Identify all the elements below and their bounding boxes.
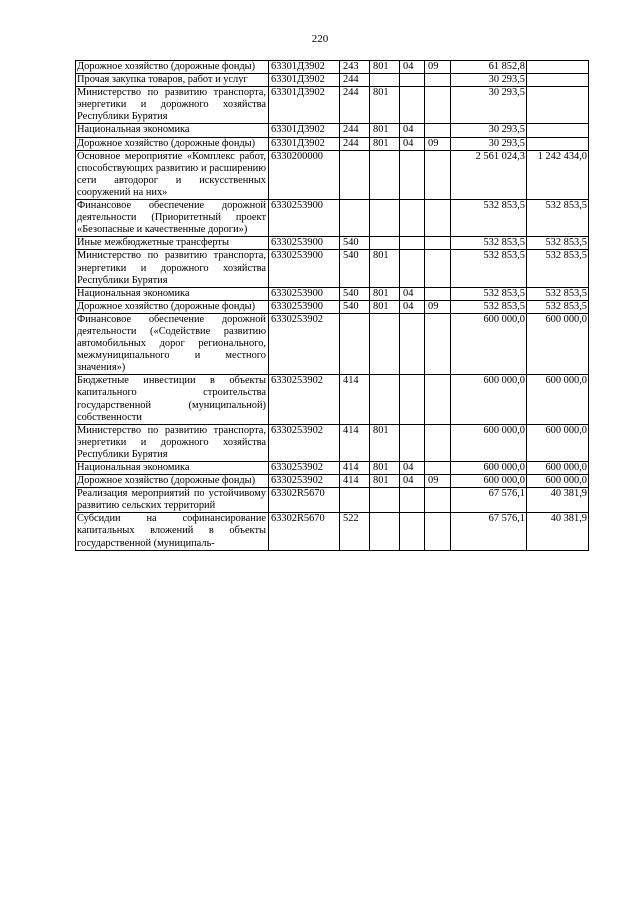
row-administrator: 801 [370, 424, 400, 461]
row-target-article: 6330253900 [269, 200, 340, 237]
row-name: Основное мероприятие «Комплекс работ, способствующих развитию и расширению сети автодорог и искусственных сооружений на них» [76, 150, 269, 199]
row-target-article: 6330253900 [269, 250, 340, 287]
row-sum-year1: 532 853,5 [451, 300, 527, 313]
row-name: Финансовое обеспечение дорожной деятельности (Приоритетный проект «Безопасные и качественные дороги») [76, 200, 269, 237]
row-section [400, 87, 425, 124]
row-section: 04 [400, 462, 425, 475]
row-name: Иные межбюджетные трансферты [76, 237, 269, 250]
row-name: Бюджетные инвестиции в объекты капитального строительства государственной (муниципальной) собственности [76, 375, 269, 424]
row-administrator [370, 375, 400, 424]
row-target-article: 6330200000 [269, 150, 340, 199]
row-subsection [425, 250, 451, 287]
table-row [76, 300, 589, 313]
row-section [400, 488, 425, 513]
row-sum-year1: 532 853,5 [451, 287, 527, 300]
row-sum-year2: 600 000,0 [527, 424, 589, 461]
row-section [400, 74, 425, 87]
row-sum-year2: 600 000,0 [527, 475, 589, 488]
row-subsection [425, 200, 451, 237]
row-section: 04 [400, 124, 425, 137]
row-sum-year2 [527, 74, 589, 87]
row-target-article: 6330253900 [269, 300, 340, 313]
row-subsection [425, 424, 451, 461]
table-row [76, 74, 589, 87]
row-sum-year1: 600 000,0 [451, 424, 527, 461]
row-section [400, 375, 425, 424]
row-administrator: 801 [370, 287, 400, 300]
row-sum-year2: 600 000,0 [527, 462, 589, 475]
row-administrator [370, 237, 400, 250]
row-expense-type: 414 [340, 462, 370, 475]
row-target-article: 6330253900 [269, 237, 340, 250]
row-subsection [425, 74, 451, 87]
row-administrator: 801 [370, 475, 400, 488]
row-target-article: 63302R5670 [269, 488, 340, 513]
table-row [76, 137, 589, 150]
row-expense-type: 243 [340, 61, 370, 74]
row-target-article: 6330253902 [269, 375, 340, 424]
row-target-article: 6330253902 [269, 475, 340, 488]
row-sum-year1: 532 853,5 [451, 200, 527, 237]
row-expense-type: 244 [340, 87, 370, 124]
row-name: Дорожное хозяйство (дорожные фонды) [76, 137, 269, 150]
row-name: Дорожное хозяйство (дорожные фонды) [76, 61, 269, 74]
row-name: Субсидии на софинансирование капитальных вложений в объекты государственной (муниципаль- [76, 513, 269, 550]
table-row [76, 61, 589, 74]
table-row [76, 475, 589, 488]
row-section [400, 424, 425, 461]
row-expense-type [340, 150, 370, 199]
row-administrator: 801 [370, 300, 400, 313]
row-subsection [425, 313, 451, 374]
row-expense-type: 414 [340, 475, 370, 488]
row-name: Национальная экономика [76, 462, 269, 475]
row-sum-year2: 532 853,5 [527, 200, 589, 237]
row-target-article: 6330253900 [269, 287, 340, 300]
row-name: Министерство по развитию транспорта, энергетики и дорожного хозяйства Республики Бурятия [76, 87, 269, 124]
row-subsection [425, 462, 451, 475]
row-sum-year1: 67 576,1 [451, 513, 527, 550]
row-expense-type: 540 [340, 287, 370, 300]
table-row [76, 313, 589, 374]
row-expense-type [340, 488, 370, 513]
row-expense-type: 414 [340, 424, 370, 461]
row-administrator [370, 150, 400, 199]
page-number: 220 [311, 33, 329, 45]
row-target-article: 6330253902 [269, 313, 340, 374]
table-row [76, 513, 589, 550]
row-administrator [370, 200, 400, 237]
row-expense-type: 540 [340, 300, 370, 313]
table-row [76, 87, 589, 124]
row-expense-type [340, 200, 370, 237]
row-sum-year2: 532 853,5 [527, 250, 589, 287]
row-administrator [370, 513, 400, 550]
row-target-article: 63301Д3902 [269, 74, 340, 87]
row-expense-type: 414 [340, 375, 370, 424]
row-sum-year1: 532 853,5 [451, 250, 527, 287]
row-sum-year1: 2 561 024,3 [451, 150, 527, 199]
row-sum-year1: 30 293,5 [451, 87, 527, 124]
row-administrator: 801 [370, 250, 400, 287]
row-target-article: 6330253902 [269, 424, 340, 461]
row-name: Дорожное хозяйство (дорожные фонды) [76, 300, 269, 313]
row-expense-type: 244 [340, 124, 370, 137]
row-subsection [425, 287, 451, 300]
row-name: Прочая закупка товаров, работ и услуг [76, 74, 269, 87]
row-sum-year1: 600 000,0 [451, 313, 527, 374]
row-subsection [425, 488, 451, 513]
row-sum-year1: 600 000,0 [451, 462, 527, 475]
row-expense-type: 244 [340, 137, 370, 150]
row-section: 04 [400, 475, 425, 488]
row-expense-type: 540 [340, 237, 370, 250]
row-expense-type: 522 [340, 513, 370, 550]
row-sum-year2 [527, 61, 589, 74]
row-name: Национальная экономика [76, 287, 269, 300]
row-subsection: 09 [425, 300, 451, 313]
row-sum-year2: 40 381,9 [527, 488, 589, 513]
row-administrator [370, 74, 400, 87]
budget-table [75, 60, 589, 551]
row-sum-year2: 600 000,0 [527, 375, 589, 424]
row-sum-year1: 30 293,5 [451, 74, 527, 87]
row-name: Финансовое обеспечение дорожной деятельности («Содействие развитию автомобильных дорог регионального, межмуниципального и местного значения») [76, 313, 269, 374]
row-name: Министерство по развитию транспорта, энергетики и дорожного хозяйства Республики Бурятия [76, 424, 269, 461]
row-target-article: 6330253902 [269, 462, 340, 475]
row-section [400, 200, 425, 237]
row-sum-year2: 600 000,0 [527, 313, 589, 374]
table-row [76, 488, 589, 513]
row-target-article: 63302R5670 [269, 513, 340, 550]
row-name: Дорожное хозяйство (дорожные фонды) [76, 475, 269, 488]
row-subsection [425, 150, 451, 199]
row-sum-year1: 61 852,8 [451, 61, 527, 74]
row-subsection [425, 124, 451, 137]
table-row [76, 150, 589, 199]
row-sum-year2: 532 853,5 [527, 287, 589, 300]
row-sum-year1: 30 293,5 [451, 124, 527, 137]
row-section [400, 313, 425, 374]
row-target-article: 63301Д3902 [269, 61, 340, 74]
table-row [76, 250, 589, 287]
row-sum-year2: 40 381,9 [527, 513, 589, 550]
row-subsection [425, 237, 451, 250]
row-administrator: 801 [370, 124, 400, 137]
row-target-article: 63301Д3902 [269, 87, 340, 124]
row-sum-year1: 600 000,0 [451, 375, 527, 424]
table-row [76, 375, 589, 424]
row-administrator: 801 [370, 87, 400, 124]
row-section: 04 [400, 300, 425, 313]
row-section: 04 [400, 137, 425, 150]
row-section [400, 513, 425, 550]
row-section [400, 250, 425, 287]
table-row [76, 200, 589, 237]
row-subsection: 09 [425, 137, 451, 150]
row-name: Реализация мероприятий по устойчивому развитию сельских территорий [76, 488, 269, 513]
row-section: 04 [400, 61, 425, 74]
table-row [76, 462, 589, 475]
row-target-article: 63301Д3902 [269, 137, 340, 150]
row-subsection [425, 87, 451, 124]
row-sum-year1: 600 000,0 [451, 475, 527, 488]
row-sum-year2: 532 853,5 [527, 300, 589, 313]
row-section [400, 150, 425, 199]
row-name: Министерство по развитию транспорта, энергетики и дорожного хозяйства Республики Бурятия [76, 250, 269, 287]
row-sum-year2: 532 853,5 [527, 237, 589, 250]
row-section [400, 237, 425, 250]
table-row [76, 287, 589, 300]
row-sum-year1: 67 576,1 [451, 488, 527, 513]
row-subsection [425, 375, 451, 424]
row-expense-type: 540 [340, 250, 370, 287]
row-sum-year1: 30 293,5 [451, 137, 527, 150]
table-row [76, 237, 589, 250]
row-expense-type [340, 313, 370, 374]
row-target-article: 63301Д3902 [269, 124, 340, 137]
row-administrator: 801 [370, 462, 400, 475]
row-expense-type: 244 [340, 74, 370, 87]
table-row [76, 124, 589, 137]
row-sum-year2 [527, 87, 589, 124]
row-subsection: 09 [425, 61, 451, 74]
row-section: 04 [400, 287, 425, 300]
row-sum-year1: 532 853,5 [451, 237, 527, 250]
row-sum-year2 [527, 124, 589, 137]
row-subsection [425, 513, 451, 550]
row-sum-year2: 1 242 434,0 [527, 150, 589, 199]
row-administrator [370, 488, 400, 513]
table-row [76, 424, 589, 461]
row-administrator [370, 313, 400, 374]
row-sum-year2 [527, 137, 589, 150]
row-administrator: 801 [370, 61, 400, 74]
row-name: Национальная экономика [76, 124, 269, 137]
row-subsection: 09 [425, 475, 451, 488]
row-administrator: 801 [370, 137, 400, 150]
